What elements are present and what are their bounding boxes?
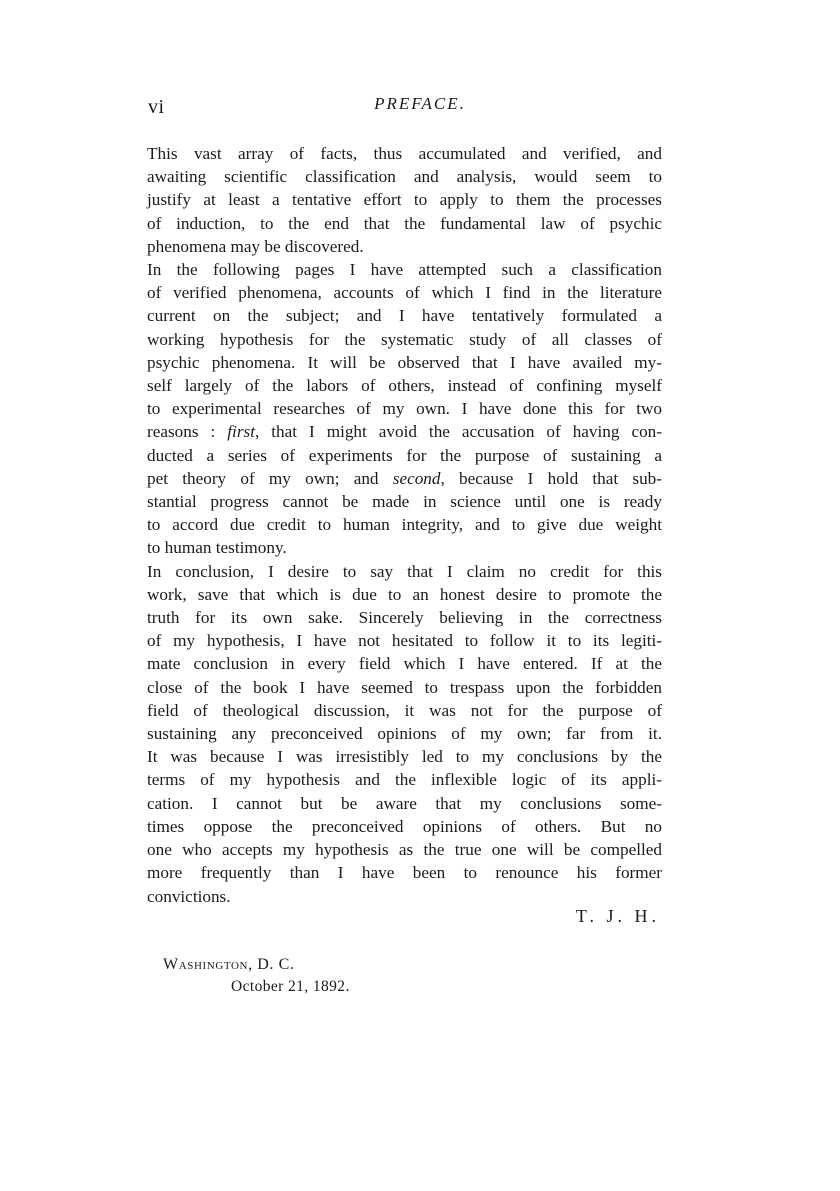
author-initials: T. J. H. — [575, 906, 660, 926]
text-line: awaiting scientific classification and analysis, would seem to — [147, 167, 662, 187]
text-line: ducted a series of experiments for the purpose of sustaining a — [147, 445, 662, 465]
emphasis-second: second — [392, 468, 441, 488]
text-line: truth for its own sake. Sincerely believing in the correctness — [147, 608, 662, 628]
text-line: to experimental researches of my own. I have done this for two — [147, 399, 662, 419]
text-line: close of the book I have seemed to trespass upon the forbidden — [147, 677, 662, 697]
text-fragment: , because I hold that sub- — [440, 468, 662, 488]
text-line: psychic phenomena. It will be observed that I have availed my- — [147, 352, 662, 372]
paragraph-2 — [147, 258, 662, 560]
text-line: current on the subject; and I have tentatively formulated a — [147, 306, 662, 326]
text-line: This vast array of facts, thus accumulated and verified, and — [147, 144, 662, 163]
text-line: stantial progress cannot be made in science until one is ready — [147, 492, 662, 512]
text-line: work, save that which is due to an honest desire to promote the — [147, 584, 662, 604]
text-line-second — [147, 467, 662, 490]
paragraph-3 — [147, 560, 662, 908]
text-line: times oppose the preconceived opinions of others. But no — [147, 816, 662, 836]
text-line: In conclusion, I desire to say that I claim no credit for this — [147, 561, 662, 581]
text-line: working hypothesis for the systematic study of all classes of — [147, 329, 662, 349]
date-line: October 21, 1892. — [231, 978, 350, 995]
emphasis-first: first — [227, 422, 255, 442]
text-line: to human testimony. — [147, 538, 287, 558]
text-fragment: reasons : — [147, 422, 228, 442]
text-line: one who accepts my hypothesis as the true one will be compelled — [147, 840, 662, 860]
running-head — [0, 92, 840, 122]
page-title: PREFACE. — [374, 94, 466, 113]
text-line: terms of my hypothesis and the inflexible logic of its appli- — [147, 770, 662, 790]
text-line: of my hypothesis, I have not hesitated to follow it to its legiti- — [147, 631, 662, 651]
place-line — [163, 956, 295, 974]
page-number: vi — [148, 96, 165, 118]
text-line: justify at least a tentative effort to apply to them the processes — [147, 190, 662, 210]
text-line: cation. I cannot but be aware that my conclusions some- — [147, 793, 662, 813]
text-line: to accord due credit to human integrity, and to give due weight — [147, 515, 662, 535]
text-line: sustaining any preconceived opinions of my own; far from it. — [147, 724, 662, 744]
preface-body — [147, 142, 662, 908]
text-line: self largely of the labors of others, instead of confining myself — [147, 376, 662, 396]
text-line: In the following pages I have attempted such a classification — [147, 260, 662, 280]
text-line: phenomena may be discovered. — [147, 236, 364, 256]
text-line: of verified phenomena, accounts of which I find in the literature — [147, 283, 662, 303]
paragraph-1 — [147, 142, 662, 258]
place-text: Washington, D. C. — [163, 956, 295, 973]
text-line: convictions. — [147, 886, 231, 906]
text-line: It was because I was irresistibly led to my conclusions by the — [147, 747, 662, 767]
text-line-reasons — [147, 420, 662, 443]
text-fragment: , that I might avoid the accusation of having con- — [254, 422, 662, 442]
text-fragment: pet theory of my own; and — [147, 468, 393, 488]
text-line: of induction, to the end that the fundamental law of psychic — [147, 213, 662, 233]
text-line: more frequently than I have been to renounce his former — [147, 863, 662, 883]
text-line: mate conclusion in every field which I have entered. If at the — [147, 654, 662, 674]
text-line: field of theological discussion, it was not for the purpose of — [147, 700, 662, 720]
